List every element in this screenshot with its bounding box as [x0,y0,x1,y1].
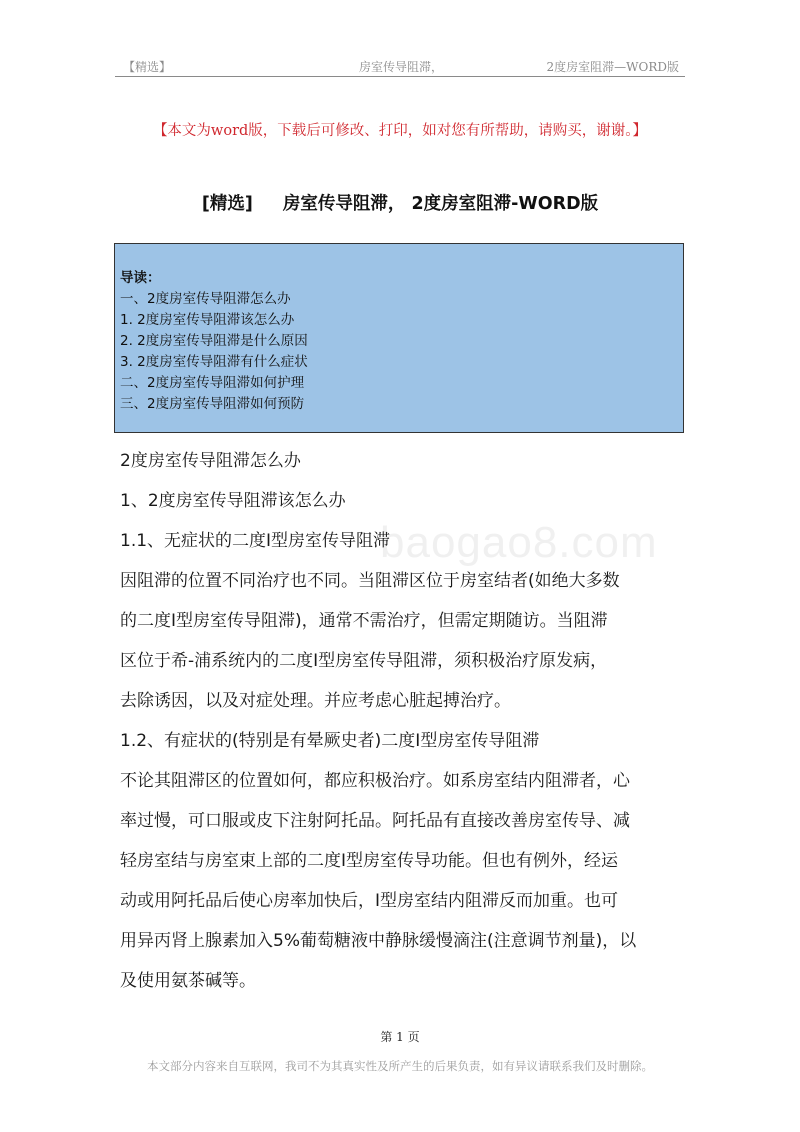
page-number: 第 1 页 [380,1030,420,1044]
document-title [0,190,800,215]
header-middle-label: 房室传导阻滞， [359,60,444,74]
subsection-heading: 1、2度房室传导阻滞该怎么办 [120,491,346,511]
purchase-notice: 【本文为word版，下载后可修改、打印，如对您有所帮助，请购买，谢谢。】 [152,123,648,139]
toc-item: 2. 2度房室传导阻滞是什么原因 [120,333,308,349]
toc-heading: 导读： [120,270,161,286]
paragraph-line: 去除诱因，以及对症处理。并应考虑心脏起搏治疗。 [120,691,511,711]
paragraph-line: 轻房室结与房室束上部的二度Ⅰ型房室传导功能。但也有例外，经运 [120,851,619,871]
header-right-label: 2度房室阻滞—WORD版 [546,60,679,74]
paragraph-line: 的二度Ⅰ型房室传导阻滞)，通常不需治疗，但需定期随访。当阻滞 [120,611,608,631]
table-of-contents [114,243,684,433]
paragraph-line: 率过慢，可口服或皮下注射阿托品。阿托品有直接改善房室传导、减 [120,811,630,831]
title-main: 房室传导阻滞， 2度房室阻滞-WORD版 [282,194,599,214]
paragraph-line: 因阻滞的位置不同治疗也不同。当阻滞区位于房室结者(如绝大多数 [120,571,620,591]
title-tag: [精选] [201,194,253,214]
paragraph-line: 区位于希-浦系统内的二度Ⅰ型房室传导阻滞，须积极治疗原发病， [120,651,608,671]
toc-item: 1. 2度房室传导阻滞该怎么办 [120,312,295,328]
article-body [120,441,688,1001]
toc-item: 三、2度房室传导阻滞如何预防 [120,396,305,412]
subsection-heading: 1.1、无症状的二度Ⅰ型房室传导阻滞 [120,531,391,551]
toc-item: 3. 2度房室传导阻滞有什么症状 [120,354,308,370]
page-header [115,56,685,77]
footer-disclaimer: 本文部分内容来自互联网，我司不为其真实性及所产生的后果负责，如有异议请联系我们及时删除。 [147,1059,653,1073]
watermark: baogao8.com [380,518,658,567]
section-heading: 2度房室传导阻滞怎么办 [120,451,301,471]
toc-item: 二、2度房室传导阻滞如何护理 [120,375,305,391]
paragraph-line: 不论其阻滞区的位置如何，都应积极治疗。如系房室结内阻滞者，心 [120,771,630,791]
paragraph-line: 用异丙肾上腺素加入5%葡萄糖液中静脉缓慢滴注(注意调节剂量)，以 [120,931,637,951]
paragraph-line: 动或用阿托品后使心房率加快后，Ⅰ型房室结内阻滞反而加重。也可 [120,891,619,911]
paragraph-line: 及使用氨茶碱等。 [120,971,256,991]
toc-item: 一、2度房室传导阻滞怎么办 [120,291,291,307]
subsection-heading: 1.2、有症状的(特别是有晕厥史者)二度Ⅰ型房室传导阻滞 [120,731,540,751]
header-left-label: 【精选】 [123,60,172,74]
